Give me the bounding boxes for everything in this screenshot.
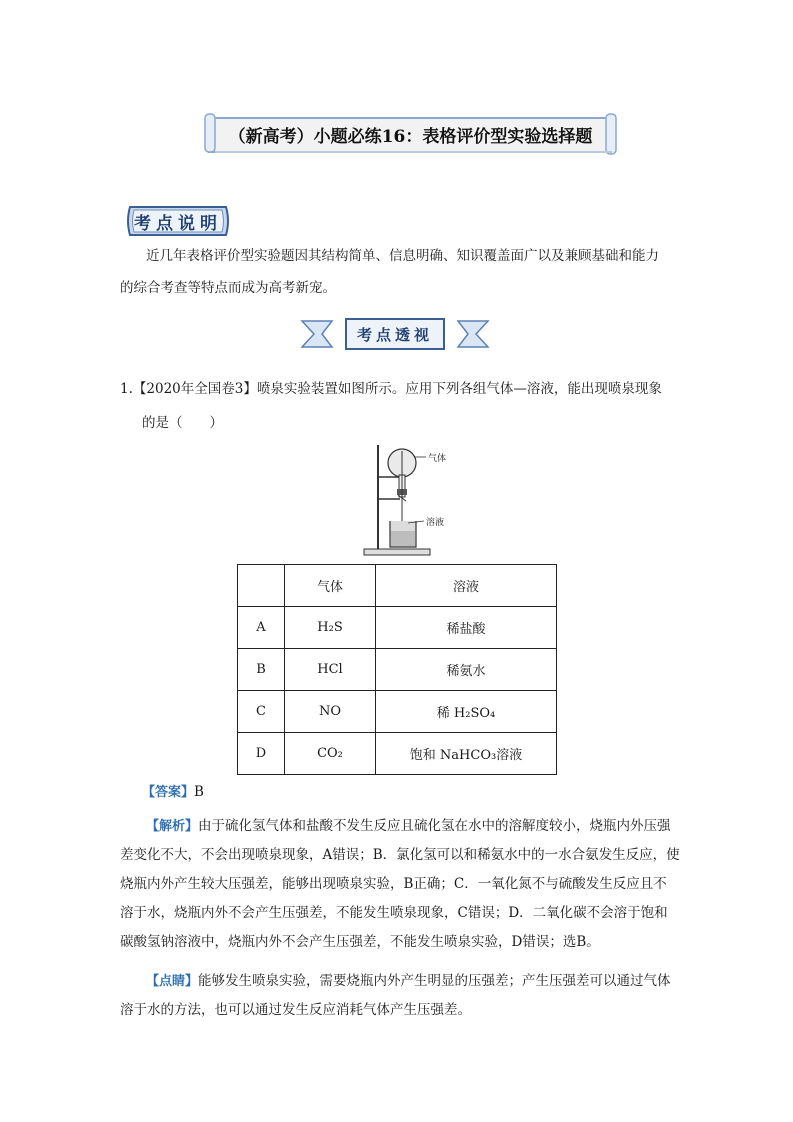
analysis-text: 由于硫化氢气体和盐酸不发生反应且硫化氢在水中的溶解度较小，烧瓶内外压强差变化不大，不会出现喷泉现象，A错误；B．氯化氢可以和稀氨水中的一水合氨发生反应，使烧瓶内外产生较大压强差，能够出现喷泉实验，B正确；C．一氧化氮不与硫酸发生反应且不溶于水，烧瓶内外不会产生压强差，不能发生喷泉现象，C错误；D．二氧化碳不会溶于饱和碳酸氢钠溶液中，烧瓶内外不会产生压强差，不能发生喷泉实验，D错误；选B。 xyxy=(120,818,680,950)
answer-tag: 【答案】 xyxy=(142,785,195,800)
options-table xyxy=(237,564,557,775)
comment-text: 能够发生喷泉实验，需要烧瓶内外产生明显的压强差；产生压强差可以通过气体溶于水的方法，也可以通过发生反应消耗气体产生压强差。 xyxy=(120,973,671,1018)
gas-cell: CO₂ xyxy=(285,733,376,775)
gas-cell: NO xyxy=(285,691,376,733)
table-row xyxy=(238,649,557,691)
gas-cell: H₂S xyxy=(285,607,376,649)
question-source: 【2020年全国卷3】 xyxy=(132,381,257,397)
title-banner xyxy=(203,112,618,156)
answer-value: B xyxy=(194,784,204,800)
analysis-paragraph xyxy=(120,812,680,957)
comment-paragraph xyxy=(120,967,680,1025)
intro-paragraph xyxy=(120,246,680,298)
option-label: B xyxy=(238,649,285,691)
intro-line-2: 的综合考查等特点而成为高考新宠。 xyxy=(120,280,336,296)
fountain-apparatus-figure xyxy=(362,441,454,559)
analysis-tag: 【解析】 xyxy=(146,819,199,834)
solution-cell: 稀盐酸 xyxy=(376,607,557,649)
question-stem-2: 的是（ ） xyxy=(142,415,223,431)
badge-label: 考点说明 xyxy=(134,213,222,234)
solution-cell: 稀氨水 xyxy=(376,649,557,691)
answer-line xyxy=(120,778,680,807)
section-ribbon xyxy=(300,317,490,351)
gas-cell: HCl xyxy=(285,649,376,691)
table-row xyxy=(238,691,557,733)
header-solution: 溶液 xyxy=(376,565,557,607)
label-solution: 溶液 xyxy=(426,518,445,528)
table-row xyxy=(238,607,557,649)
option-label: C xyxy=(238,691,285,733)
option-label: D xyxy=(238,733,285,775)
question-text: 喷泉实验装置如图所示。应用下列各组气体—溶液，能出现喷泉现象 xyxy=(256,381,662,397)
intro-line-1: 近几年表格评价型实验题因其结构简单、信息明确、知识覆盖面广以及兼顾基础和能力 xyxy=(146,248,659,264)
header-gas: 气体 xyxy=(285,565,376,607)
section-badge xyxy=(122,201,234,241)
question-stem xyxy=(120,379,690,399)
ribbon-label: 考点透视 xyxy=(356,325,433,344)
table-row xyxy=(238,733,557,775)
question-number: 1. xyxy=(120,381,133,397)
page-title: （新高考）小题必练16：表格评价型实验选择题 xyxy=(228,126,593,147)
option-label: A xyxy=(238,607,285,649)
label-gas: 气体 xyxy=(428,454,447,464)
header-blank xyxy=(238,565,285,607)
comment-tag: 【点睛】 xyxy=(146,974,199,989)
solution-cell: 稀 H₂SO₄ xyxy=(376,691,557,733)
solution-cell: 饱和 NaHCO₃溶液 xyxy=(376,733,557,775)
table-header-row xyxy=(238,565,557,607)
